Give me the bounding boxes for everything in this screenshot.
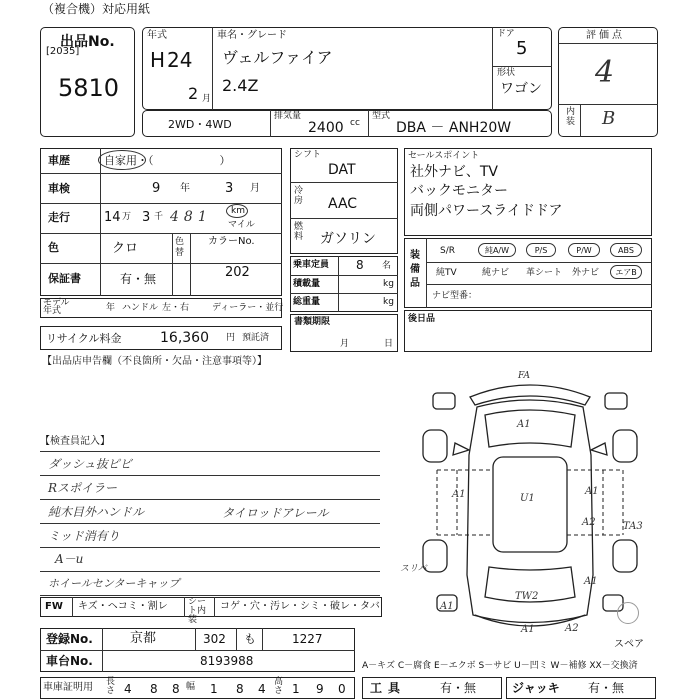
handle-label: ハンドル	[122, 303, 159, 313]
equip-sr: S/R	[440, 246, 455, 256]
year-month: 2	[188, 84, 199, 103]
inspection-month-unit: 月	[250, 183, 260, 194]
score-label: 評価点	[586, 30, 625, 41]
docs-month-unit: 月	[340, 339, 350, 349]
total-weight-unit: kg	[383, 297, 394, 307]
tools-value: 有・無	[440, 681, 477, 695]
lot-number: 5810	[58, 74, 120, 102]
registration-number: 1227	[292, 632, 323, 646]
inspector-note-5: A－u	[55, 552, 84, 566]
displacement-value: 2400	[308, 120, 344, 136]
sales-point-3: 両側パワースライドドア	[410, 203, 563, 219]
registration-label: 登録No.	[46, 632, 93, 646]
model-name: ヴェルファイア	[222, 48, 333, 67]
sheet-label: シート内装	[188, 597, 207, 625]
interior-label: 内装	[566, 107, 576, 127]
mileage-sen-unit: 千	[154, 212, 164, 222]
inspector-note-6: ホイールセンターキャップ	[48, 577, 180, 590]
shift-value: DAT	[328, 162, 356, 178]
history-value: 自家用・（ ）	[104, 154, 231, 167]
capacity-value: 8	[356, 258, 364, 272]
history-label: 車歴	[48, 154, 70, 167]
inspector-note-3: 純木目外ハンドル	[48, 505, 145, 519]
recycle-label: リサイクル料金	[46, 332, 122, 345]
inspector-note-4: ミッド消有り	[48, 529, 120, 543]
sales-points-label: セールスポイント	[408, 151, 480, 161]
fw-label: FW	[45, 601, 63, 612]
fuel-label: 燃料	[294, 222, 304, 242]
capacity-label: 乗車定員	[293, 260, 330, 270]
retrofit-label: 後日品	[408, 314, 436, 324]
diagram-mark-a2-bottom: A2	[565, 623, 579, 634]
diagram-mark-u1: U1	[520, 493, 535, 504]
chassis-label: 車台No.	[46, 654, 93, 668]
spare-label: スペア	[614, 639, 644, 650]
color-value: クロ	[112, 241, 139, 256]
navi-model-label: ナビ型番：	[432, 291, 478, 301]
length-d1: 4	[124, 682, 132, 696]
mileage-label: 走行	[48, 211, 70, 224]
diagram-mark-ta3: TA3	[623, 521, 643, 532]
docs-day-unit: 日	[384, 339, 394, 349]
inspection-year-unit: 年	[180, 183, 190, 194]
registration-kana: も	[244, 632, 257, 646]
total-weight-label: 総重量	[293, 297, 321, 307]
inspection-year: 9	[152, 181, 161, 196]
mileage-mile: マイル	[228, 220, 255, 230]
jack-label: ジャッキ	[512, 681, 560, 695]
displacement-label: 排気量	[274, 111, 302, 121]
diagram-mark-a1-rear-right: A1	[584, 576, 598, 587]
registration-class: 302	[203, 632, 226, 646]
spare-tire-icon	[617, 602, 639, 624]
year-label: 年式	[147, 30, 167, 41]
inspection-label: 車検	[48, 182, 70, 195]
drive-value: 2WD・4WD	[168, 118, 232, 131]
equip-abs-selected: ABS	[610, 243, 642, 257]
equip-pw-selected: P/W	[568, 243, 600, 257]
inspector-note-1: ダッシュ抜ピビ	[48, 457, 132, 471]
diagram-mark-a1-rear-left: A1	[440, 601, 454, 612]
color-change-label: 色替	[175, 237, 185, 258]
jack-value: 有・無	[588, 681, 625, 695]
shift-label: シフト	[294, 150, 322, 160]
model-label: 車名・グレード	[217, 30, 287, 41]
width-label: 幅	[186, 682, 196, 692]
door-value: 5	[516, 38, 528, 59]
inspector-side-note: タイロッドアレール	[222, 506, 329, 520]
lot-label: 出品No.	[60, 34, 115, 50]
mileage-handwritten: 481	[170, 209, 212, 225]
length-d3: 8	[172, 682, 180, 696]
color-code-label: カラーNo.	[208, 236, 255, 247]
door-label: ドア	[497, 29, 515, 39]
shape-label: 形状	[497, 68, 516, 78]
length-label: 長さ	[106, 677, 116, 696]
flaws-label: キズ・ヘコミ・割レ	[78, 601, 168, 612]
equip-airbag-selected: エアB	[610, 265, 642, 279]
registration-area: 京都	[130, 631, 157, 646]
height-d3: 0	[338, 682, 346, 696]
warranty-value: 有・無	[120, 272, 157, 286]
diagram-mark-a1-roof: A1	[517, 419, 531, 430]
model-code-label: 型式	[372, 111, 391, 121]
score-value: 4	[595, 55, 615, 90]
height-label: 高さ	[274, 677, 284, 696]
handle-value: 左・右	[162, 303, 190, 313]
equip-navi: 純ナビ	[482, 268, 510, 278]
height-d1: 1	[292, 682, 300, 696]
sheet-conditions: コゲ・穴・汚レ・シミ・破レ・タバ	[220, 601, 380, 612]
diagram-mark-tw2: TW2	[515, 591, 539, 602]
mileage-sen: 3	[142, 210, 151, 225]
mileage-km: km	[231, 206, 245, 216]
tools-label: 工具	[370, 681, 407, 695]
length-d2: 8	[150, 682, 158, 696]
inspector-note-2: Rスポイラー	[48, 481, 118, 495]
equip-leather: 革シート	[526, 268, 563, 278]
dealer-value: ディーラー・並行	[212, 303, 284, 313]
capacity-unit: 名	[382, 261, 392, 271]
diagram-mark-scratch: スリバ	[400, 564, 427, 574]
lot-code: [2035]	[46, 46, 80, 57]
equip-tv: 純TV	[436, 268, 457, 278]
sales-point-1: 社外ナビ、TV	[410, 164, 498, 180]
ac-value: AAC	[328, 196, 358, 212]
sales-point-2: バックモニター	[410, 183, 508, 199]
dimensions-label: 車庫証明用	[43, 682, 93, 693]
warranty-label: 保証書	[48, 272, 81, 285]
fuel-value: ガソリン	[320, 231, 376, 247]
seller-notes-label: 【出品店申告欄（不良箇所・欠品・注意事項等）】	[42, 356, 267, 367]
color-label: 色	[48, 241, 59, 254]
recycle-unit: 円	[226, 333, 236, 343]
diagram-mark-a2-right: A2	[582, 517, 596, 528]
height-d2: 9	[316, 682, 324, 696]
mileage-man: 14	[104, 210, 121, 225]
inspector-label: 【検査員記入】	[40, 436, 110, 447]
width-d2: 8	[236, 682, 244, 696]
form-title: （複合機）対応用紙	[42, 2, 151, 16]
model-year-label: モデル年式	[43, 298, 70, 316]
displacement-unit: cc	[350, 118, 360, 128]
equip-aw-selected: 純A/W	[478, 243, 516, 257]
year-month-unit: 月	[202, 94, 212, 104]
equip-ps-selected: P/S	[526, 243, 556, 257]
inspection-month: 3	[225, 181, 234, 196]
year-value: 24	[167, 48, 193, 72]
load-label: 積載量	[293, 279, 321, 289]
year-era: H	[150, 48, 166, 72]
retrofit-box	[404, 310, 652, 352]
ac-label: 冷房	[294, 186, 304, 206]
width-d3: 4	[258, 682, 266, 696]
model-year-unit: 年	[106, 303, 116, 313]
damage-legend: A－キズ C－腐食 E－エクボ S－サビ U－凹ミ W－補修 XX－交換済	[362, 661, 638, 671]
interior-value: B	[602, 108, 616, 129]
diagram-mark-a1-bottom: A1	[521, 624, 535, 635]
color-code: 202	[225, 265, 250, 280]
docs-label: 書類期限	[294, 317, 331, 327]
diagram-mark-fa: FA	[518, 371, 530, 381]
diagram-mark-a1-left: A1	[452, 489, 466, 500]
equipment-label: 装備品	[410, 250, 420, 289]
equip-ext-navi: 外ナビ	[572, 268, 600, 278]
diagram-mark-a1-right: A1	[585, 486, 599, 497]
shape-value: ワゴン	[500, 81, 542, 97]
recycle-deposit: 預託済	[242, 333, 270, 343]
recycle-value: 16,360	[160, 330, 209, 346]
chassis-value: 8193988	[200, 654, 254, 668]
model-code-value: DBA － ANH20W	[396, 120, 512, 136]
mileage-man-unit: 万	[122, 212, 132, 222]
load-unit: kg	[383, 279, 394, 289]
model-grade: 2.4Z	[222, 76, 259, 95]
width-d1: 1	[210, 682, 218, 696]
